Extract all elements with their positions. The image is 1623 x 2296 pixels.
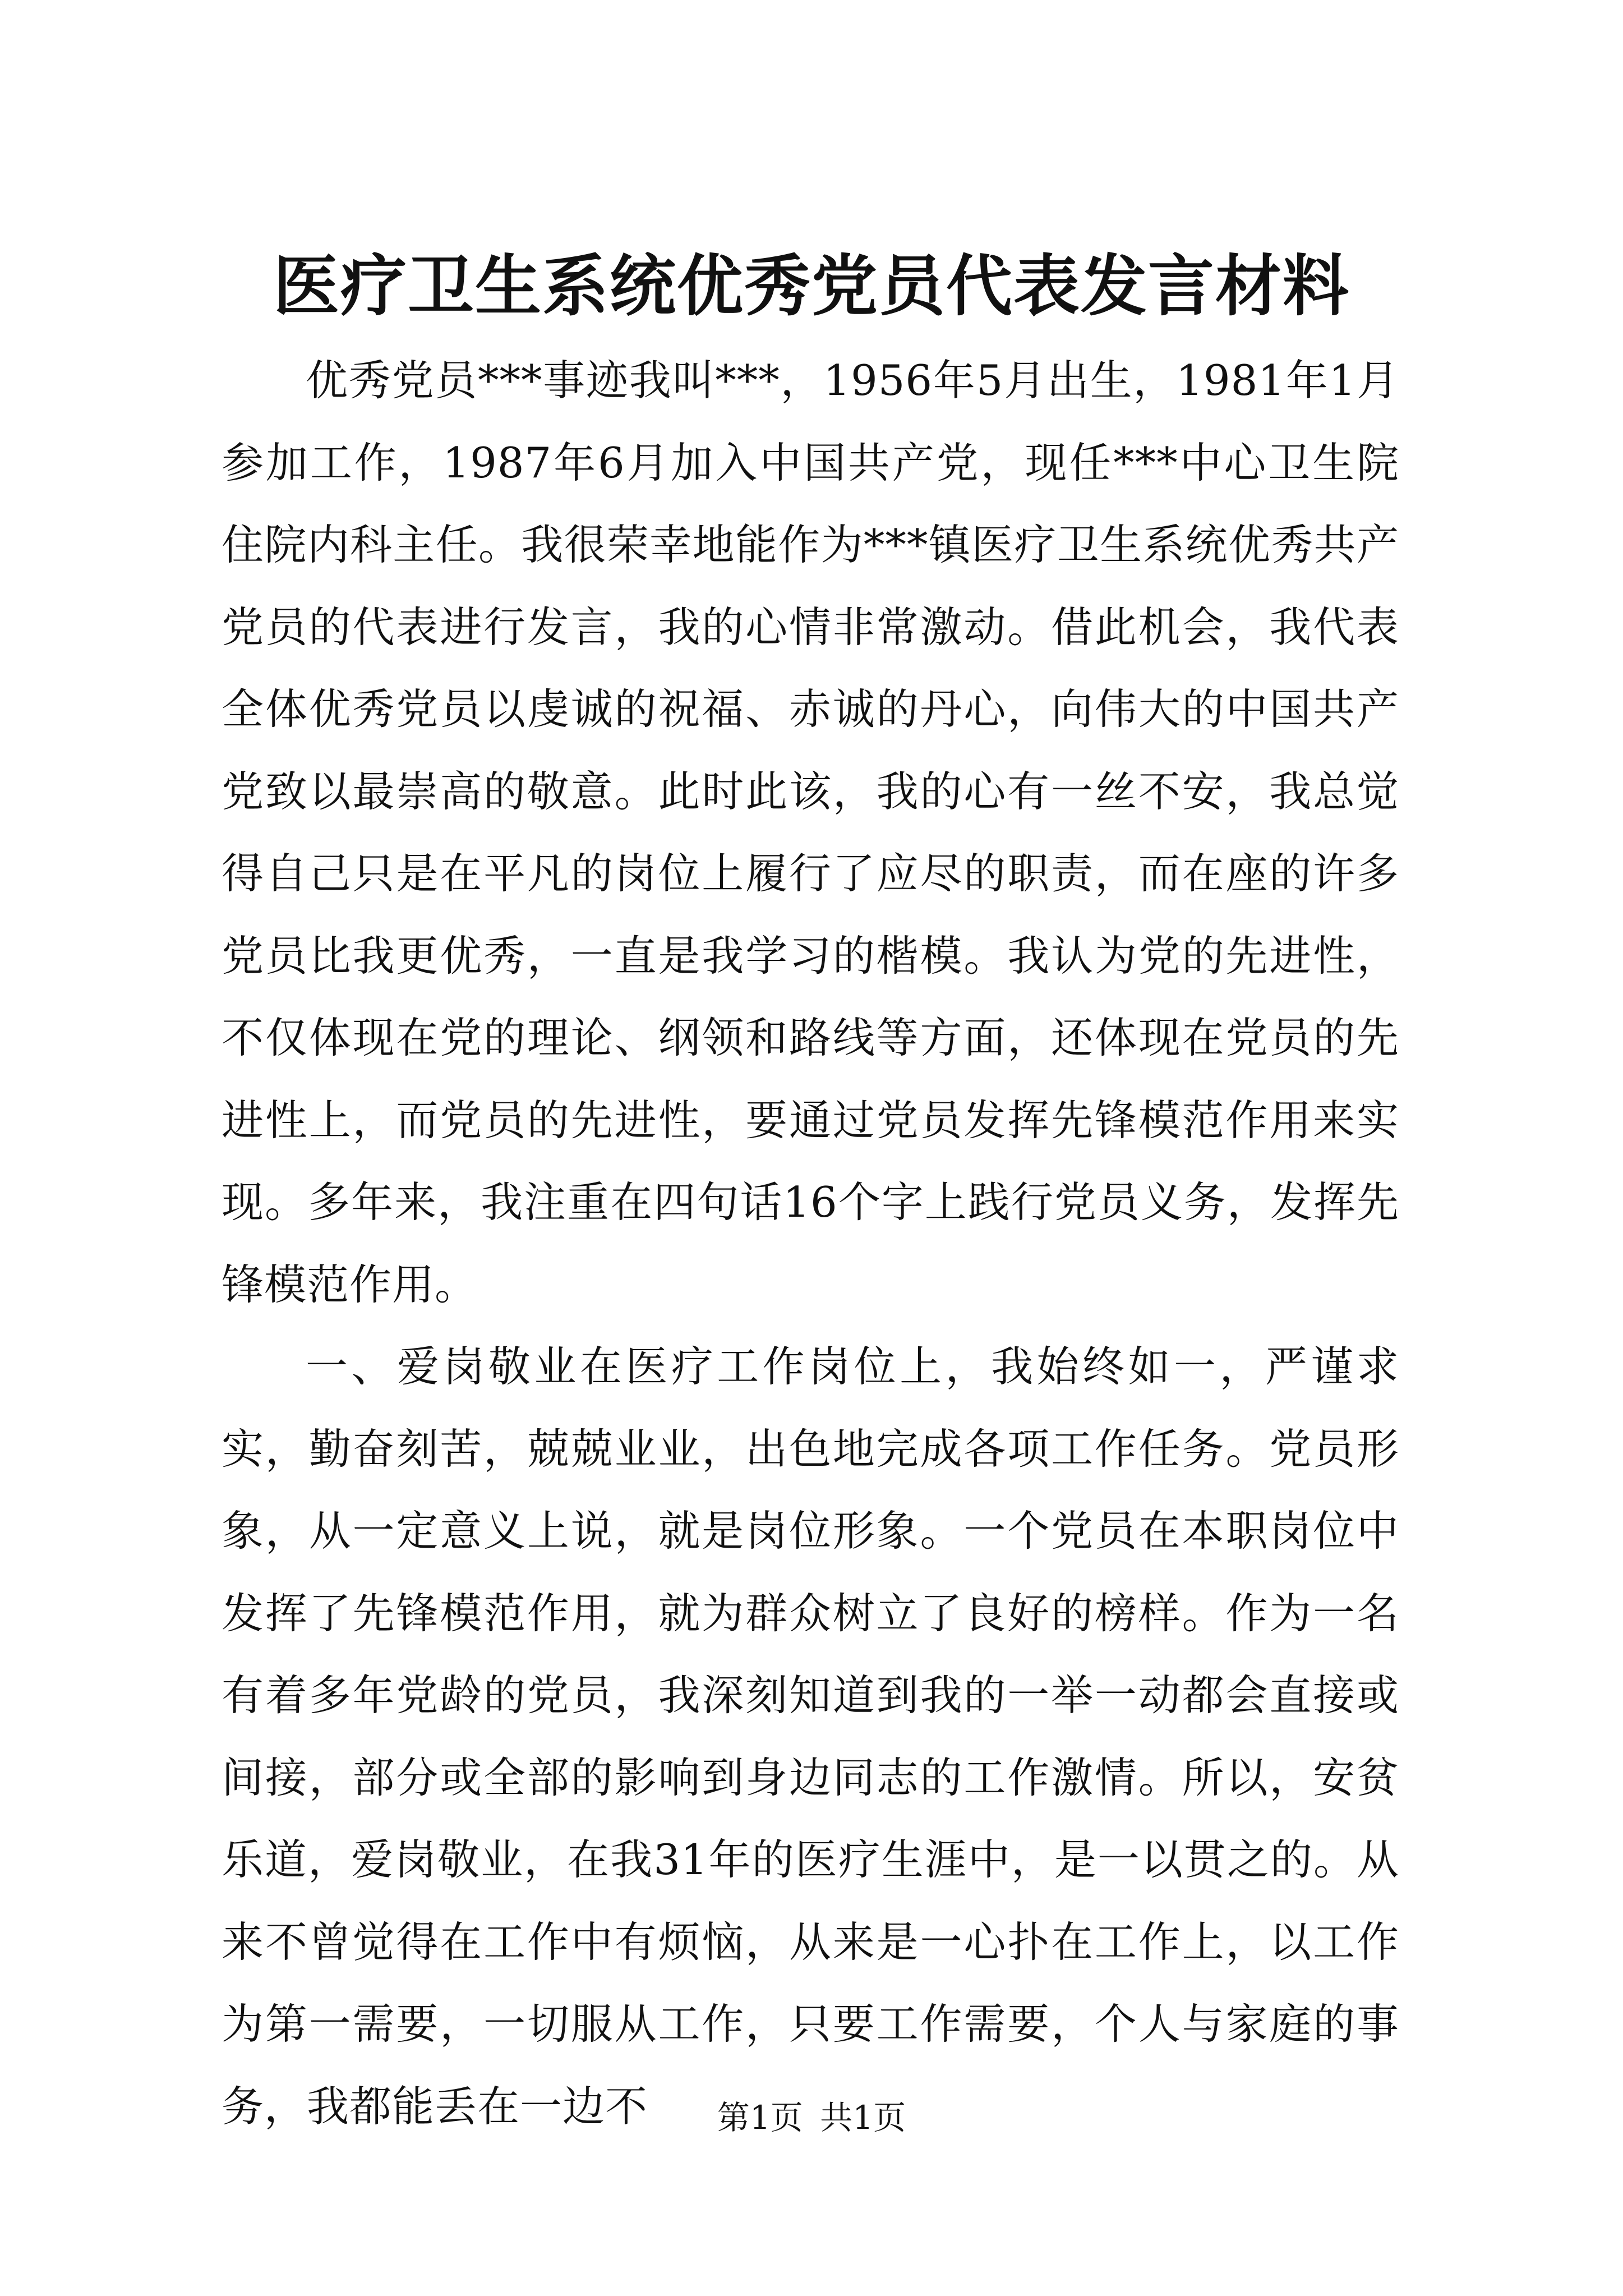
page-footer <box>0 2095 1623 2140</box>
paragraph-2: 一、爱岗敬业在医疗工作岗位上，我始终如一，严谨求实，勤奋刻苦，兢兢业业，出色地完成各项工作任务。党员形象，从一定意义上说，就是岗位形象。一个党员在本职岗位中发挥了先锋模范作用，就为群众树立了良好的榜样。作为一名有着多年党龄的党员，我深刻知道到我的一举一动都会直接或间接，部分或全部的影响到身边同志的工作激情。所以，安贫乐道，爱岗敬业，在我31年的医疗生涯中，是一以贯之的。从来不曾觉得在工作中有烦恼，从来是一心扑在工作上，以工作为第一需要，一切服从工作，只要工作需要，个人与家庭的事务，我都能丢在一边不 <box>222 1342 1399 2131</box>
page-total: 共1页 <box>820 2099 906 2137</box>
paragraph-1: 优秀党员***事迹我叫***，1956年5月出生，1981年1月参加工作，1987年6月加入中国共产党，现任***中心卫生院住院内科主任。我很荣幸地能作为***镇医疗卫生系统优秀共产党员的代表进行发言，我的心情非常激动。借此机会，我代表全体优秀党员以虔诚的祝福、赤诚的丹心，向伟大的中国共产党致以最崇高的敬意。此时此该，我的心有一丝不安，我总觉得自己只是在平凡的岗位上履行了应尽的职责，而在座的许多党员比我更优秀，一直是我学习的楷模。我认为党的先进性，不仅体现在党的理论、纲领和路线等方面，还体现在党员的先进性上，而党员的先进性，要通过党员发挥先锋模范作用来实现。多年来，我注重在四句话16个字上践行党员义务，发挥先锋模范作用。 <box>222 356 1399 1309</box>
document-title: 医疗卫生系统优秀党员代表发言材料 <box>273 247 1350 325</box>
page-number: 第1页 <box>717 2099 803 2137</box>
document-body <box>222 339 1399 2147</box>
